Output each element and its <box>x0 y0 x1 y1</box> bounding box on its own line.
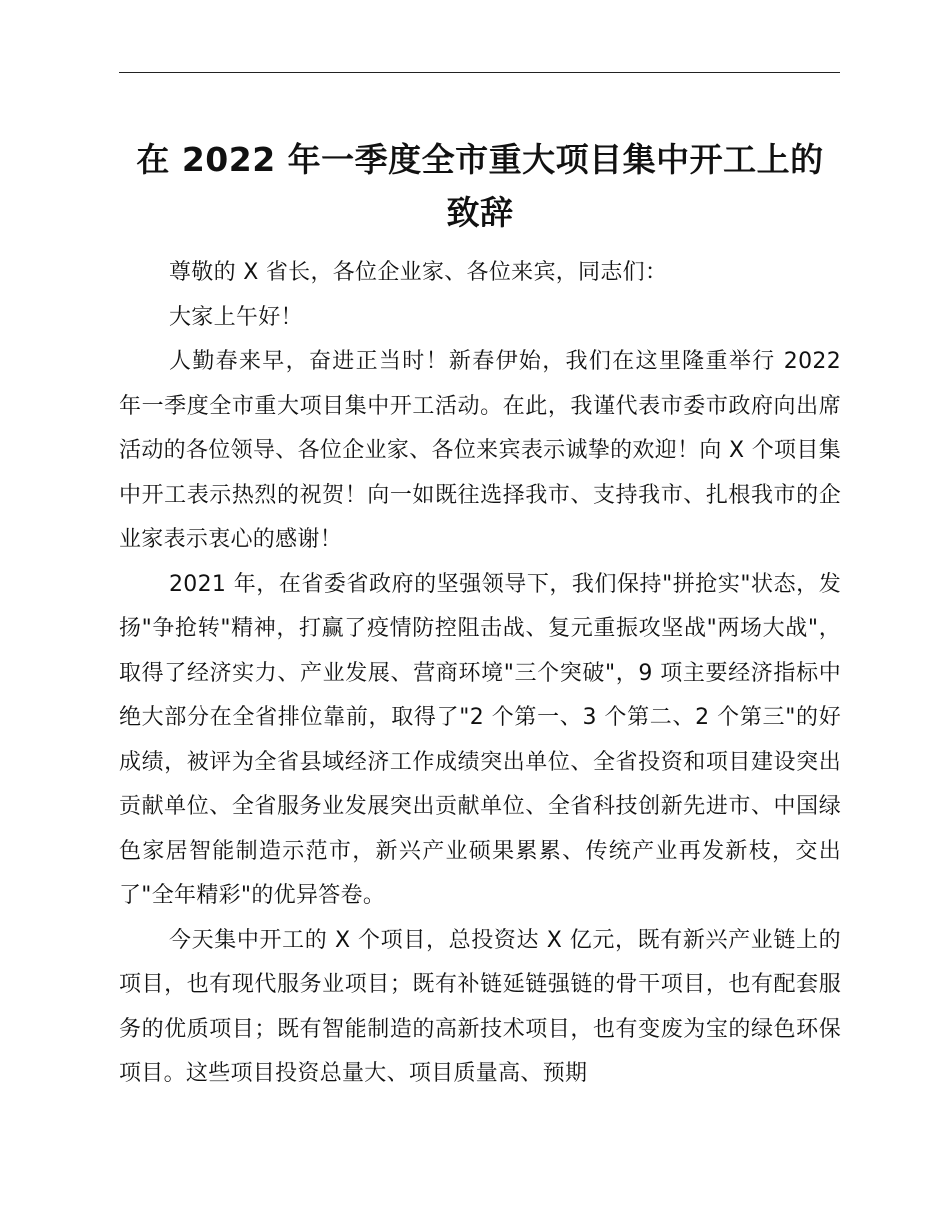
title-year: 2022 <box>181 140 276 179</box>
body-paragraph: 今天集中开工的 X 个项目，总投资达 X 亿元，既有新兴产业链上的项目，也有现代服务业项目；既有补链延链强链的骨干项目，也有配套服务的优质项目；既有智能制造的高新技术项目，也有变废为宝的绿色环保项目。这些项目投资总量大、项目质量高、预期 <box>119 927 841 1086</box>
body-paragraph: 人勤春来早，奋进正当时！新春伊始，我们在这里隆重举行 2022 年一季度全市重大项目集中开工活动。在此，我谨代表市委市政府向出席活动的各位领导、各位企业家、各位来宾表示诚挚的欢迎！向 X 个项目集中开工表示热烈的祝贺！向一如既往选择我市、支持我市、扎根我市的企业家表示衷心的感谢！ <box>119 349 841 552</box>
title-suffix: 年一季度全市重大项目集中开工上的 <box>275 140 824 179</box>
title-line2: 致辞 <box>446 193 514 232</box>
document-body <box>119 251 841 1097</box>
header-rule <box>119 72 840 73</box>
salutation-paragraph: 尊敬的 X 省长，各位企业家、各位来宾，同志们： <box>169 260 668 285</box>
greeting-paragraph: 大家上午好！ <box>169 304 303 330</box>
body-paragraph: 2021 年，在省委省政府的坚强领导下，我们保持"拼抢实"状态，发扬"争抢转"精神，打赢了疫情防控阻击战、复元重振攻坚战"两场大战"，取得了经济实力、产业发展、营商环境"三个突破"，9 项主要经济指标中绝大部分在全省排位靠前，取得了"2 个第一、3 个第二、2 个第三"的好成绩，被评为全省县域经济工作成绩突出单位、全省投资和项目建设突出贡献单位、全省服务业发展突出贡献单位、全省科技创新先进市、中国绿色家居智能制造示范市，新兴产业硕果累累、传统产业再发新枝，交出了"全年精彩"的优异答卷。 <box>119 571 841 908</box>
document-title <box>100 133 860 239</box>
title-prefix: 在 <box>136 140 182 179</box>
